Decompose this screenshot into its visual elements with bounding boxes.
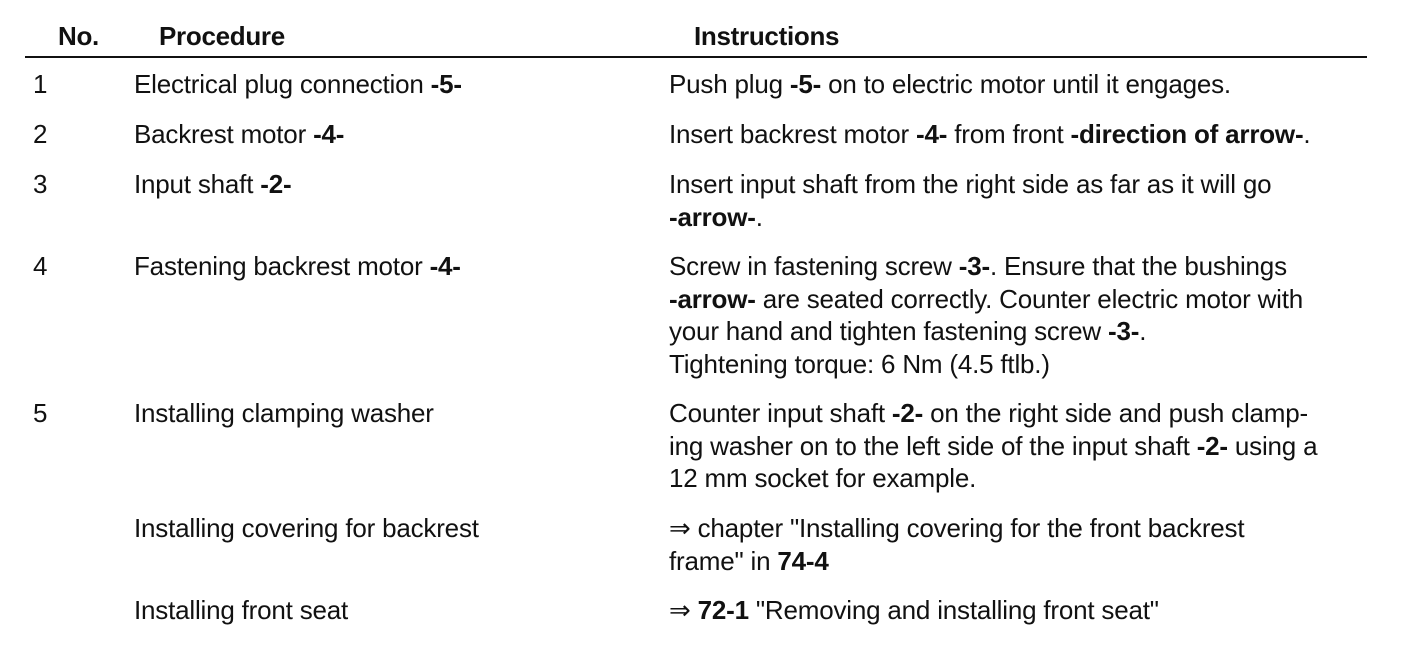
instructions-cell [669, 512, 1359, 577]
text-run: Installing clamping washer [134, 398, 434, 428]
text-run: frame" in [669, 545, 778, 576]
bold-reference: -arrow- [669, 283, 756, 314]
bold-reference: -5- [430, 69, 462, 99]
bold-reference: -5- [789, 69, 822, 99]
instruction-line [669, 397, 1359, 430]
text-run: Insert backrest motor [669, 119, 917, 149]
bold-reference: 74-4 [777, 545, 829, 576]
bold-reference: -2- [1196, 430, 1228, 461]
bold-reference: -4- [313, 119, 345, 149]
procedure-cell [134, 168, 654, 201]
text-run: Installing covering for backrest [134, 513, 479, 543]
instructions-cell [669, 118, 1359, 151]
bold-reference: 72-1 [697, 595, 749, 625]
row-number: 3 [33, 169, 48, 199]
procedure-cell [134, 68, 654, 101]
text-run: Insert input shaft from the right side as far as it will go [669, 169, 1272, 199]
text-run: . [755, 201, 763, 232]
text-run: "Removing and installing front seat" [748, 595, 1159, 625]
header-no: No. [58, 21, 99, 51]
instructions-cell [669, 594, 1359, 627]
bold-reference: -4- [429, 251, 461, 281]
instruction-line [669, 168, 1359, 201]
text-run: . [1303, 119, 1311, 149]
instruction-line [669, 462, 1359, 495]
instruction-line [669, 315, 1359, 348]
instruction-line [669, 118, 1359, 151]
text-run: Counter input shaft [669, 398, 892, 428]
text-run: from front [947, 119, 1071, 149]
text-run: Installing front seat [134, 595, 349, 625]
bold-reference: -2- [891, 398, 924, 428]
text-run: 12 mm socket for example. [669, 463, 977, 493]
text-run: on the right side and push clamp- [923, 398, 1308, 428]
text-run: using a [1227, 430, 1318, 461]
row-number: 4 [33, 251, 48, 281]
instruction-line [669, 512, 1359, 545]
header-instructions: Instructions [694, 21, 840, 51]
text-run: are seated correctly. Counter electric motor with [755, 283, 1304, 314]
instructions-cell [669, 168, 1359, 233]
bold-reference: -3- [1108, 316, 1140, 346]
procedure-cell [134, 250, 654, 283]
text-run: Backrest motor [134, 119, 314, 149]
text-run: Screw in fastening screw [669, 251, 959, 281]
instruction-line [669, 348, 1359, 381]
row-number: 1 [33, 69, 48, 99]
text-run: Fastening backrest motor [134, 251, 430, 281]
row-number: 2 [33, 119, 48, 149]
text-run: Input shaft [134, 169, 261, 199]
text-run: Push plug [669, 69, 790, 99]
instruction-line [669, 545, 1359, 578]
bold-reference: -arrow- [669, 201, 756, 232]
instructions-cell [669, 250, 1359, 380]
text-run: on to electric motor until it engages. [821, 69, 1231, 99]
instructions-cell [669, 68, 1359, 101]
text-run: Tightening torque: 6 Nm (4.5 ftlb.) [669, 348, 1050, 379]
instruction-line [669, 68, 1359, 101]
text-run: ⇒ [669, 595, 698, 625]
text-run: your hand and tighten fastening screw [669, 316, 1109, 346]
instruction-line [669, 283, 1359, 316]
bold-reference: -2- [260, 169, 292, 199]
text-run: Electrical plug connection [134, 69, 431, 99]
bold-reference: -4- [916, 119, 948, 149]
text-run: . Ensure that the bushings [989, 251, 1287, 281]
bold-reference: -3- [958, 251, 990, 281]
row-number: 5 [33, 398, 48, 428]
text-run: ⇒ chapter "Installing covering for the front backrest [669, 513, 1245, 543]
text-run: . [1139, 316, 1147, 346]
instructions-cell [669, 397, 1359, 495]
header-procedure: Procedure [159, 21, 285, 51]
bold-reference: -direction of arrow- [1070, 119, 1304, 149]
procedure-cell [134, 397, 654, 430]
instruction-line [669, 250, 1359, 283]
procedure-cell [134, 512, 654, 545]
instruction-line [669, 594, 1359, 627]
procedure-cell [134, 118, 654, 151]
text-run: ing washer on to the left side of the input shaft [669, 430, 1197, 461]
instruction-line [669, 430, 1359, 463]
table-header [25, 18, 1367, 58]
procedure-cell [134, 594, 654, 627]
instruction-line [669, 201, 1359, 234]
